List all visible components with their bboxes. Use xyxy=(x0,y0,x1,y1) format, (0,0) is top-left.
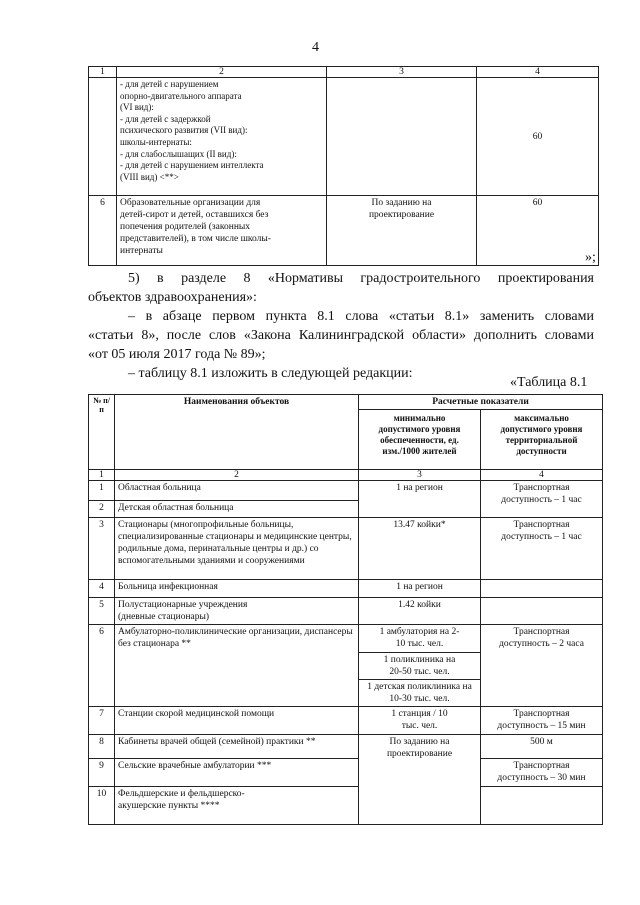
table-row xyxy=(89,518,603,580)
desc-line: (VIII вид) <**> xyxy=(120,171,179,182)
table-8-1 xyxy=(88,394,603,825)
col-number: 2 xyxy=(117,67,327,78)
row-name: Детская областная больница xyxy=(115,501,359,518)
row-min: По заданию на проектирование xyxy=(359,735,481,825)
row-max: Транспортная доступность – 15 мин xyxy=(481,707,603,735)
desc-line: - для слабослышащих (II вид): xyxy=(120,148,237,159)
row-min: 1 станция / 10 тыс. чел. xyxy=(359,707,481,735)
row-min-sub: 1 амбулатория на 2-10 тыс. чел. xyxy=(359,625,481,653)
row-name: Областная больница xyxy=(115,481,359,501)
row-min-sub: 1 поликлиника на 20-50 тыс. чел. xyxy=(359,653,481,680)
row-number xyxy=(89,78,117,196)
row-max: Транспортная доступность – 2 часа xyxy=(481,625,603,707)
desc-line: интернаты xyxy=(120,246,163,256)
header-num: № п/п xyxy=(89,395,115,470)
paragraph-line: объектов здравоохранения»: xyxy=(88,290,257,305)
table-col-numbers-row xyxy=(89,67,599,78)
paragraph-line: – в абзаце первом пункта 8.1 слова «статьи 8.1» заменить словами xyxy=(128,309,594,324)
row-number: 4 xyxy=(89,580,115,598)
desc-line: - для детей с нарушением интеллекта xyxy=(120,160,264,171)
row-max: Транспортная доступность – 1 час xyxy=(481,481,603,518)
desc-line: школы-интернаты: xyxy=(120,136,192,147)
row-name: Фельдшерские и фельдшерско-акушерские пункты **** xyxy=(115,787,359,825)
table-col-numbers-row xyxy=(89,470,603,481)
row-task xyxy=(327,78,477,196)
col-number: 1 xyxy=(89,470,115,481)
table-row xyxy=(89,481,603,501)
row-max xyxy=(481,580,603,598)
row-value: 60 xyxy=(477,196,599,266)
desc-line: Образовательные организации для xyxy=(120,198,261,208)
paragraph-line: «статьи 8», после слов «Закона Калининградской области» дополнить словами xyxy=(88,328,594,343)
desc-line: психического развития (VII вид): xyxy=(120,125,248,136)
closing-quote: »; xyxy=(585,250,596,265)
row-max xyxy=(481,787,603,825)
col-number: 3 xyxy=(327,67,477,78)
table-row xyxy=(89,759,603,787)
row-task: По заданию на проектирование xyxy=(327,196,477,266)
col-number: 4 xyxy=(477,67,599,78)
col-number: 1 xyxy=(89,67,117,78)
col-number: 3 xyxy=(359,470,481,481)
row-number: 1 xyxy=(89,481,115,501)
row-value: 60 xyxy=(477,78,599,196)
table-row xyxy=(89,625,603,653)
table-caption: «Таблица 8.1 xyxy=(510,375,588,390)
row-min: 1 на регион xyxy=(359,481,481,518)
table-row xyxy=(89,78,599,196)
table-row xyxy=(89,735,603,759)
row-number: 6 xyxy=(89,196,117,266)
row-number: 8 xyxy=(89,735,115,759)
desc-line: представителей), в том числе школы- xyxy=(120,234,271,244)
row-max xyxy=(481,598,603,625)
row-name: Больница инфекционная xyxy=(115,580,359,598)
row-number: 6 xyxy=(89,625,115,707)
row-number: 7 xyxy=(89,707,115,735)
desc-line: попечения родителей (законных xyxy=(120,222,251,232)
col-number: 2 xyxy=(115,470,359,481)
row-name: Кабинеты врачей общей (семейной) практики ** xyxy=(115,735,359,759)
paragraph-line: 5) в разделе 8 «Нормативы градостроительного проектирования xyxy=(128,271,594,286)
paragraph-line: – таблицу 8.1 изложить в следующей редакции: xyxy=(128,366,413,381)
table-row xyxy=(89,196,599,266)
row-name: Полустационарные учреждения (дневные стационары) xyxy=(115,598,359,625)
col-number: 4 xyxy=(481,470,603,481)
row-name: Станции скорой медицинской помощи xyxy=(115,707,359,735)
header-name: Наименования объектов xyxy=(115,395,359,470)
row-min: 1.42 койки xyxy=(359,598,481,625)
desc-line: - для детей с нарушением xyxy=(120,79,219,89)
row-name: Амбулаторно-поликлинические организации, диспансеры без стационара ** xyxy=(115,625,359,707)
row-max: Транспортная доступность – 1 час xyxy=(481,518,603,580)
row-number: 3 xyxy=(89,518,115,580)
row-max: Транспортная доступность – 30 мин xyxy=(481,759,603,787)
row-description xyxy=(117,196,327,266)
table-continuation xyxy=(88,66,599,266)
header-calc: Расчетные показатели xyxy=(359,395,603,410)
row-number: 10 xyxy=(89,787,115,825)
table-header-row xyxy=(89,395,603,410)
row-max: 500 м xyxy=(481,735,603,759)
row-name: Стационары (многопрофильные больницы, специализированные стационары и медицинские центры, родильные дома, перинатальные центры и др.) со вспомогательными зданиями и сооружениями xyxy=(115,518,359,580)
row-number: 5 xyxy=(89,598,115,625)
row-number: 2 xyxy=(89,501,115,518)
table-row xyxy=(89,707,603,735)
desc-line: (VI вид): xyxy=(120,102,154,113)
table-row xyxy=(89,787,603,825)
desc-line: детей-сирот и детей, оставшихся без xyxy=(120,210,269,220)
row-min: 1 на регион xyxy=(359,580,481,598)
row-min: 13.47 койки* xyxy=(359,518,481,580)
row-name: Сельские врачебные амбулатории *** xyxy=(115,759,359,787)
row-number: 9 xyxy=(89,759,115,787)
row-min-sub: 1 детская поликлиника на 10-30 тыс. чел. xyxy=(359,680,481,707)
desc-line: опорно-двигательного аппарата xyxy=(120,90,242,101)
paragraph-line: «от 05 июля 2017 года № 89»; xyxy=(88,347,266,362)
row-description xyxy=(117,78,327,196)
header-min: минимально допустимого уровня обеспеченности, ед. изм./1000 жителей xyxy=(359,410,481,470)
header-max: максимально допустимого уровня территориальной доступности xyxy=(481,410,603,470)
page-number: 4 xyxy=(312,40,319,55)
desc-line: - для детей с задержкой xyxy=(120,113,211,124)
table-row xyxy=(89,598,603,625)
table-row xyxy=(89,580,603,598)
